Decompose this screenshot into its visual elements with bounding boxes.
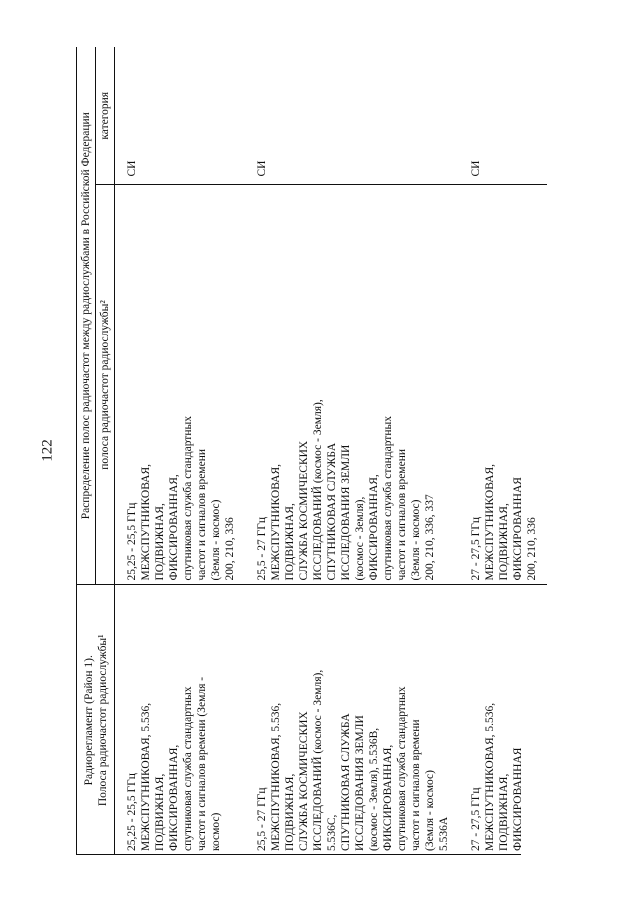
category-cell bbox=[245, 47, 459, 185]
rr-band-line: ИССЛЕДОВАНИЯ ЗЕМЛИ bbox=[354, 715, 366, 851]
rr-band-cell bbox=[245, 585, 459, 855]
category-cell bbox=[115, 47, 246, 185]
header-left bbox=[77, 585, 115, 855]
document-page bbox=[76, 47, 538, 855]
table-row bbox=[245, 47, 459, 855]
rf-band-line: 27 - 27,5 ГГц bbox=[470, 516, 482, 581]
rf-band-line: 25,25 - 25,5 ГГц bbox=[126, 502, 138, 581]
rr-band-line: ФИКСИРОВАННАЯ, bbox=[168, 744, 180, 851]
rf-band-line: 200, 210, 336, 337 bbox=[424, 494, 436, 581]
rf-band-line: СПУТНИКОВАЯ СЛУЖБА bbox=[326, 442, 338, 581]
category-value: СИ bbox=[256, 160, 268, 177]
rf-band-line: ПОДВИЖНАЯ, bbox=[154, 503, 166, 581]
rf-band-line: МЕЖСПУТНИКОВАЯ, bbox=[140, 463, 152, 581]
category-value: СИ bbox=[126, 160, 138, 177]
rf-band-line: ФИКСИРОВАННАЯ, bbox=[368, 474, 380, 581]
rr-band-line: ИССЛЕДОВАНИЙ (космос - Земля), bbox=[312, 669, 324, 851]
rr-band-line: спутниковая служба стандартных bbox=[182, 686, 194, 851]
page-number bbox=[40, 430, 56, 470]
rr-band-line: 5.536С, bbox=[326, 814, 338, 851]
rf-band-line: 200, 210, 336 bbox=[224, 517, 236, 581]
header-right bbox=[77, 47, 96, 585]
rr-band-line: частот и сигналов времени bbox=[410, 719, 422, 851]
rr-band-line: СЛУЖБА КОСМИЧЕСКИХ bbox=[298, 711, 310, 851]
header-left-title: Радиорегламент (Район 1). bbox=[82, 655, 95, 786]
rf-band-line: СЛУЖБА КОСМИЧЕСКИХ bbox=[298, 440, 310, 581]
category-value: СИ bbox=[470, 160, 482, 177]
rf-band-line: 200, 210, 336 bbox=[526, 517, 538, 581]
rr-band-line: ФИКСИРОВАННАЯ, bbox=[382, 744, 394, 851]
rf-band-line: ИССЛЕДОВАНИЙ (космос - Земля), bbox=[312, 399, 324, 581]
rf-band-line: частот и сигналов времени bbox=[196, 449, 208, 581]
rr-band-line: ПОДВИЖНАЯ, bbox=[154, 773, 166, 851]
rr-band-line: МЕЖСПУТНИКОВАЯ, 5.536, bbox=[484, 702, 496, 851]
rf-band-line: МЕЖСПУТНИКОВАЯ, bbox=[270, 463, 282, 581]
rf-band-line: (Земля - космос) bbox=[410, 499, 422, 581]
rf-band-line: ИССЛЕДОВАНИЯ ЗЕМЛИ bbox=[340, 444, 352, 581]
rr-band-line: 25,25 - 25,5 ГГц bbox=[126, 773, 138, 851]
rf-band-line: (Земля - космос) bbox=[210, 499, 222, 581]
header-left-subtitle: Полоса радиочастот радиослужбы¹ bbox=[96, 634, 109, 807]
rf-band-cell bbox=[245, 185, 459, 585]
table-row bbox=[115, 47, 246, 855]
rr-band-line: частот и сигналов времени (Земля - bbox=[196, 676, 208, 851]
rr-band-line: спутниковая служба стандартных bbox=[396, 686, 408, 851]
rf-band-line: ПОДВИЖНАЯ, bbox=[498, 503, 510, 581]
rf-band-line: (космос - Земля), bbox=[354, 496, 366, 581]
rr-band-cell bbox=[459, 585, 547, 855]
rf-band-line: ФИКСИРОВАННАЯ bbox=[512, 477, 524, 581]
rotated-table-container bbox=[76, 47, 538, 855]
rr-band-line: МЕЖСПУТНИКОВАЯ, 5.536, bbox=[140, 702, 152, 851]
rr-band-line: космос) bbox=[210, 812, 222, 851]
rr-band-line: 5.536А bbox=[438, 816, 450, 851]
header-right-title: Распределение полос радиочастот между радиослужбами в Российской Федерации bbox=[80, 112, 92, 520]
rr-band-cell bbox=[115, 585, 246, 855]
header-sub-band-text: полоса радиочастот радиослужбы² bbox=[99, 300, 111, 470]
rf-band-line: МЕЖСПУТНИКОВАЯ, bbox=[484, 463, 496, 581]
rf-band-cell bbox=[115, 185, 246, 585]
rr-band-line: МЕЖСПУТНИКОВАЯ, 5.536, bbox=[270, 702, 282, 851]
rf-band-line: ПОДВИЖНАЯ, bbox=[284, 503, 296, 581]
page-number-text: 122 bbox=[39, 439, 56, 462]
rr-band-line: 27 - 27,5 ГГц bbox=[470, 787, 482, 851]
table-body bbox=[115, 47, 548, 855]
table-row bbox=[459, 47, 547, 855]
rf-band-line: частот и сигналов времени bbox=[396, 449, 408, 581]
header-sub-category-text: категория bbox=[99, 91, 111, 140]
rr-band-line: (Земля - космос) bbox=[424, 770, 436, 851]
category-cell bbox=[459, 47, 547, 185]
rr-band-line: 25,5 - 27 ГГц bbox=[256, 787, 268, 851]
allocation-table bbox=[76, 47, 547, 855]
header-sub-band bbox=[96, 185, 115, 585]
rf-band-line: спутниковая служба стандартных bbox=[182, 416, 194, 581]
rf-band-line: 25,5 - 27 ГГц bbox=[256, 516, 268, 581]
rr-band-line: ПОДВИЖНАЯ, bbox=[498, 773, 510, 851]
rr-band-line: ФИКСИРОВАННАЯ bbox=[512, 747, 524, 851]
rf-band-line: спутниковая служба стандартных bbox=[382, 416, 394, 581]
header-sub-category bbox=[96, 47, 115, 185]
rf-band-cell bbox=[459, 185, 547, 585]
rf-band-line: ФИКСИРОВАННАЯ, bbox=[168, 474, 180, 581]
rr-band-line: (космос - Земля), 5.536В, bbox=[368, 727, 380, 851]
rr-band-line: СПУТНИКОВАЯ СЛУЖБА bbox=[340, 713, 352, 851]
rr-band-line: ПОДВИЖНАЯ, bbox=[284, 773, 296, 851]
